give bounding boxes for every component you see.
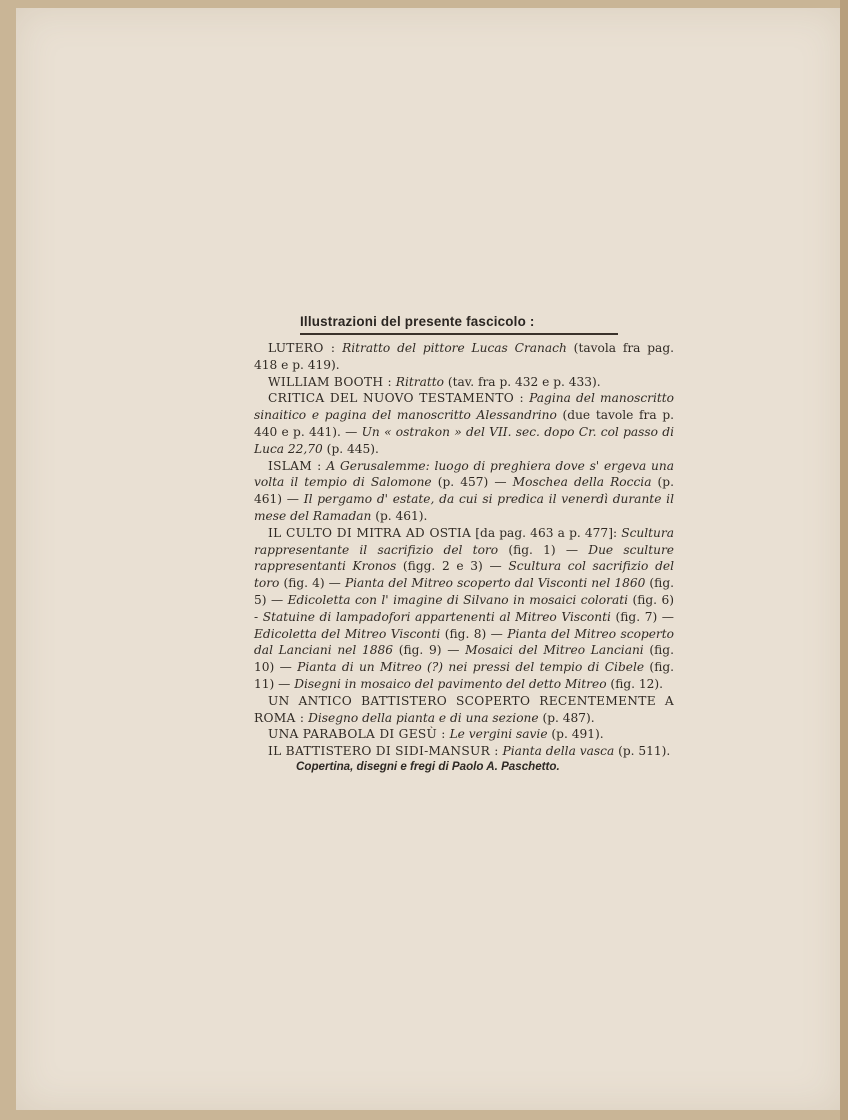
heading-underline: [300, 333, 618, 335]
entry-battistero-roma: [254, 693, 674, 727]
entry-caption: Ritratto del pittore Lucas Cranach: [342, 341, 567, 355]
entry-ref: [da pag. 463 a p. 477]:: [471, 525, 618, 540]
illustrations-list: [254, 340, 674, 760]
entry-ref: (tav. fra p. 432 e p. 433).: [443, 374, 601, 389]
entry-ref: (p. 511).: [614, 744, 671, 759]
entry-ref: (p. 461).: [371, 508, 428, 523]
entry-caption: Pagina del manoscritto sinaitico e pagina del manoscritto Alessandrino: [254, 391, 675, 423]
entry-ref: (p. 457) —: [431, 475, 507, 490]
entry-title: UN ANTICO BATTISTERO SCOPERTO RECENTEMENTE A ROMA :: [254, 693, 674, 725]
entry-caption: Due sculture rappresentanti Kronos: [254, 542, 674, 574]
entry-ref: (fig. 7) —: [610, 609, 674, 624]
entry-parabola: [254, 726, 674, 743]
entry-title: CRITICA DEL NUOVO TESTAMENTO :: [268, 391, 524, 406]
entry-ref: (fig. 9) —: [393, 643, 460, 658]
entry-ref: (p. 461) —: [254, 475, 674, 507]
entry-caption: Edicoletta del Mitreo Visconti: [254, 626, 441, 641]
entry-caption: Statuine di lampadofori appartenenti al Mitreo Visconti: [258, 609, 611, 624]
entry-islam: [254, 458, 674, 525]
entry-mitra: [254, 525, 674, 693]
entry-caption: Ritratto: [395, 374, 444, 389]
entry-booth: [254, 374, 674, 391]
entry-title: ISLAM :: [268, 458, 322, 473]
entry-caption: Pianta del Mitreo scoperto dal Visconti nel 1860: [340, 576, 646, 591]
credits-line: Copertina, disegni e fregi di Paolo A. Paschetto.: [296, 760, 560, 773]
entry-caption: Il pergamo d' estate, da cui si predica il venerdì durante il mese del Ramadan: [254, 492, 674, 523]
entry-caption: Scultura rappresentante il sacrifizio del toro: [254, 525, 675, 557]
entry-ref: (fig. 4) —: [279, 576, 341, 591]
entry-caption: Scultura col sacrifizio del toro: [254, 559, 674, 591]
entry-caption: Le vergini savie: [445, 727, 548, 742]
entry-caption: A Gerusalemme: luogo di preghiera dove s' ergeva una volta il tempio di Salomone: [254, 458, 675, 490]
entry-ref: (fig. 12).: [606, 676, 664, 691]
entry-title: UNA PARABOLA DI GESÙ :: [268, 727, 446, 742]
entry-sidi-mansur: [254, 743, 674, 760]
entry-title: IL BATTISTERO DI SIDI-MANSUR :: [268, 744, 499, 759]
entry-caption: Disegno della pianta e di una sezione: [304, 710, 539, 725]
entry-title: LUTERO :: [268, 341, 336, 355]
entry-caption: Un « ostrakon » del VII. sec. dopo Cr. col passo di Luca 22,70: [254, 424, 674, 456]
entry-caption: Pianta del Mitreo scoperto dal Lanciani nel 1886: [254, 626, 674, 658]
entry-ref: (tavola fra pag. 418 e p. 419).: [254, 341, 674, 372]
entry-caption: Pianta della vasca: [498, 744, 615, 759]
entry-title: IL CULTO DI MITRA AD OSTIA: [268, 525, 472, 540]
entry-ref: (fig. 8) —: [440, 626, 503, 641]
entry-ref: (fig. 11) —: [254, 660, 674, 691]
entry-ref: (fig. 1) —: [498, 542, 579, 557]
entry-caption: Mosaici del Mitreo Lanciani: [459, 643, 644, 658]
entry-ref: (p. 445).: [322, 441, 379, 456]
entry-title: WILLIAM BOOTH :: [268, 374, 392, 389]
entry-ref: (fig. 5) —: [254, 576, 674, 607]
entry-ref: (due tavole fra p. 440 e p. 441). —: [254, 408, 674, 439]
entry-ref: (p. 491).: [547, 727, 604, 742]
entry-caption: Pianta di un Mitreo (?) nei pressi del tempio di Cibele: [291, 660, 645, 675]
entry-caption: Edicoletta con l' imagine di Silvano in mosaici colorati: [283, 592, 629, 607]
entry-caption: Disegni in mosaico del pavimento del detto Mitreo: [290, 676, 607, 691]
entry-lutero: [254, 340, 674, 374]
entry-ref: (fig. 6) -: [254, 592, 674, 624]
entry-ref: (figg. 2 e 3) —: [396, 559, 502, 574]
page-edge: [840, 0, 848, 1120]
section-heading: Illustrazioni del presente fascicolo :: [300, 314, 535, 329]
entry-ref: (fig. 10) —: [254, 643, 674, 675]
entry-critica: [254, 390, 674, 457]
entry-ref: (p. 487).: [538, 710, 595, 725]
entry-caption: Moschea della Roccia: [506, 475, 652, 490]
